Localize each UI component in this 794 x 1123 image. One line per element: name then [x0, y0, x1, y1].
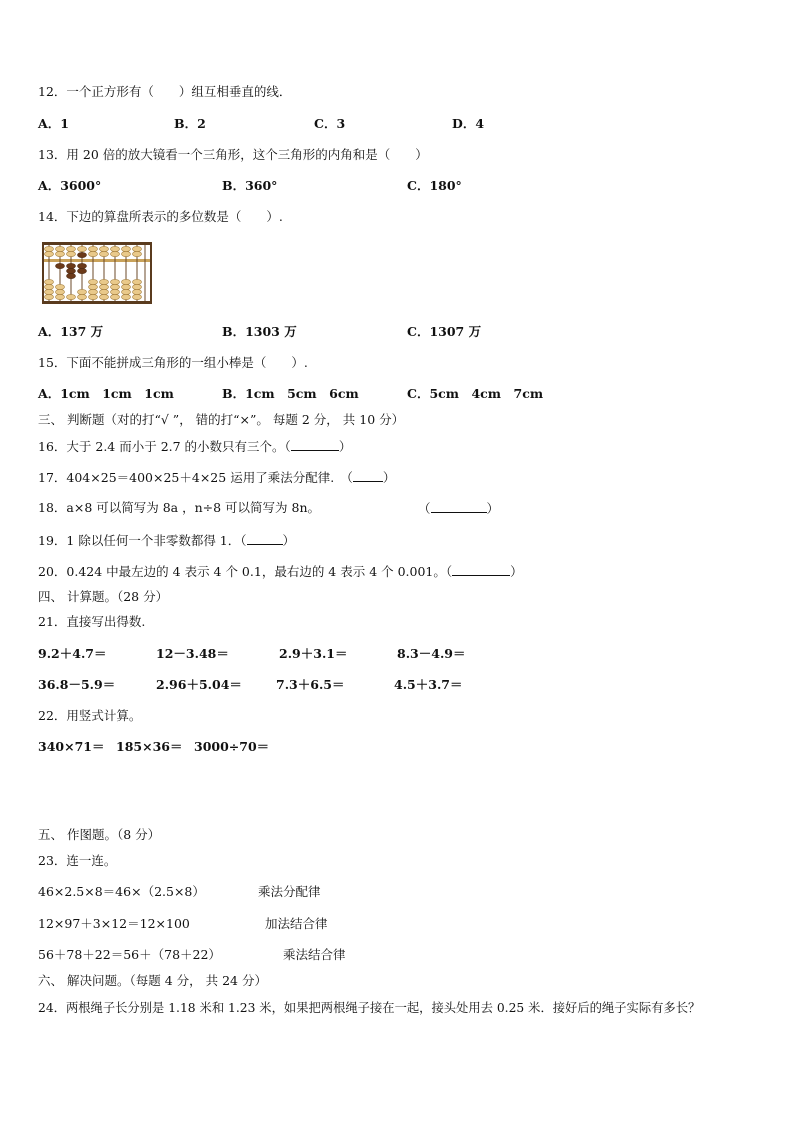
- question-20: [38, 563, 523, 580]
- calc-item: 2.9＋3.1＝: [279, 646, 348, 661]
- question-22-stem: 22．用竖式计算。: [38, 708, 142, 723]
- match-right-3[interactable]: 乘法结合律: [283, 947, 346, 962]
- section-3-title: 三、 判断题（对的打“√ ”， 错的打“×”。 每题 2 分， 共 10 分）: [38, 412, 405, 427]
- answer-blank[interactable]: [291, 438, 339, 451]
- option-c[interactable]: C．5cm 4cm 7cm: [407, 386, 544, 401]
- question-18-answer: [418, 500, 499, 517]
- question-19: [38, 532, 295, 549]
- option-d[interactable]: D．4: [452, 116, 485, 131]
- option-c[interactable]: C．1307 万: [407, 324, 482, 339]
- option-c[interactable]: C．3: [314, 116, 346, 131]
- calc-item: 2.96＋5.04＝: [156, 677, 242, 692]
- question-19-end: ）: [282, 533, 296, 548]
- answer-blank[interactable]: [452, 563, 510, 576]
- question-18-open: （: [418, 501, 431, 516]
- question-14-stem: 14．下边的算盘所表示的多位数是（ ）.: [38, 209, 283, 224]
- calc-item: 9.2＋4.7＝: [38, 646, 107, 661]
- match-right-2[interactable]: 加法结合律: [265, 916, 328, 931]
- calc-item: 36.8－5.9＝: [38, 677, 116, 692]
- section-5-title: 五、 作图题。（8 分）: [38, 827, 161, 842]
- abacus-icon: [40, 240, 154, 306]
- question-24-stem: 24．两根绳子长分别是 1.18 米和 1.23 米，如果把两根绳子接在一起，接头处用去 0.25 米．接好后的绳子实际有多长？: [38, 1001, 701, 1015]
- option-b[interactable]: B．360°: [222, 178, 278, 193]
- match-left-1[interactable]: 46×2.5×8＝46×（2.5×8）: [38, 884, 205, 899]
- option-a[interactable]: A．1cm 1cm 1cm: [38, 386, 174, 401]
- question-20-stem: 20．0.424 中最左边的 4 表示 4 个 0.1，最右边的 4 表示 4 个 0.001。（: [38, 564, 453, 579]
- calc-item: 8.3－4.9＝: [397, 646, 466, 661]
- option-a[interactable]: A．1: [38, 116, 69, 131]
- calc-item: 340×71＝: [38, 739, 105, 754]
- question-23-stem: 23．连一连。: [38, 853, 117, 868]
- calc-item: 185×36＝: [116, 739, 183, 754]
- match-left-3[interactable]: 56＋78＋22＝56＋（78＋22）: [38, 947, 221, 962]
- option-c[interactable]: C．180°: [407, 178, 462, 193]
- answer-blank[interactable]: [431, 500, 487, 513]
- calc-item: 4.5＋3.7＝: [394, 677, 463, 692]
- calc-item: 7.3＋6.5＝: [276, 677, 345, 692]
- question-17-end: ）: [382, 470, 396, 485]
- section-4-title: 四、 计算题。（28 分）: [38, 589, 169, 604]
- option-b[interactable]: B．1303 万: [222, 324, 297, 339]
- question-15-stem: 15．下面不能拼成三角形的一组小棒是（ ）.: [38, 355, 308, 370]
- question-19-stem: 19．1 除以任何一个非零数都得 1．（: [38, 533, 247, 548]
- question-17: [38, 469, 395, 486]
- question-16-end: ）: [338, 439, 352, 454]
- match-left-2[interactable]: 12×97＋3×12＝12×100: [38, 916, 190, 931]
- question-20-end: ）: [510, 564, 523, 579]
- question-18-end: ）: [486, 501, 500, 516]
- calc-item: 12－3.48＝: [156, 646, 229, 661]
- answer-blank[interactable]: [353, 469, 383, 482]
- section-6-title: 六、 解决问题。（每题 4 分， 共 24 分）: [38, 973, 267, 988]
- match-right-1[interactable]: 乘法分配律: [258, 884, 321, 899]
- question-12-stem: 12．一个正方形有（ ）组互相垂直的线．: [38, 84, 292, 99]
- question-18: [38, 500, 320, 516]
- question-21-stem: 21．直接写出得数.: [38, 614, 146, 629]
- option-b[interactable]: B．2: [174, 116, 206, 131]
- question-13-stem: 13．用 20 倍的放大镜看一个三角形，这个三角形的内角和是（ ）: [38, 147, 428, 162]
- answer-blank[interactable]: [247, 532, 283, 545]
- calc-item: 3000÷70＝: [194, 739, 270, 754]
- question-18-stem: 18．a×8 可以简写为 8a ，n÷8 可以简写为 8n。: [38, 500, 321, 515]
- question-16: [38, 438, 351, 455]
- option-a[interactable]: A．3600°: [38, 178, 102, 193]
- option-b[interactable]: B．1cm 5cm 6cm: [222, 386, 359, 401]
- question-17-stem: 17．404×25＝400×25＋4×25 运用了乘法分配律. （: [38, 470, 353, 485]
- question-16-stem: 16．大于 2.4 而小于 2.7 的小数只有三个。（: [38, 439, 291, 454]
- option-a[interactable]: A．137 万: [38, 324, 104, 339]
